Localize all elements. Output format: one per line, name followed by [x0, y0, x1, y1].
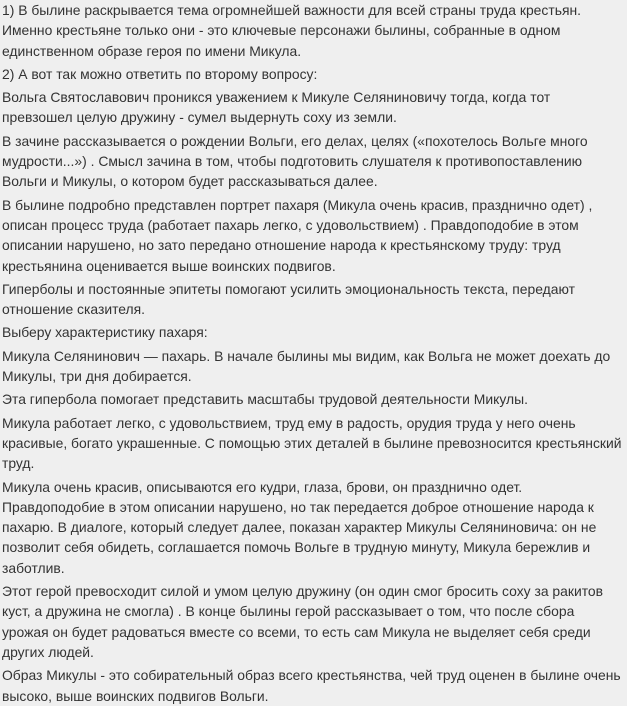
paragraph-6: Гиперболы и постоянные эпитеты помогают усилить эмоциональность текста, передают отношение сказителя. — [2, 280, 575, 318]
paragraph-9: Эта гипербола помогает представить масштабы трудовой деятельности Микулы. — [2, 391, 528, 408]
paragraph-7: Выберу характеристику пахаря: — [2, 324, 208, 341]
paragraph-5: В былине подробно представлен портрет пахаря (Микула очень красив, празднично одет) , описан процесс труда (работает пахарь легко, с удовольствием) . Правдоподобие в этом описании нарушено, но зато передано отношение народа к крестьянскому труду: труд крестьянина оценивается выше воинских подвигов. — [2, 196, 593, 274]
paragraph-4: В зачине рассказывается о рождении Вольги, его делах, целях («похотелось Вольге много мудрости...») . Смысл зачина в том, чтобы подготовить слушателя к противопоставлению Вольги и Микулы, о котором будет рассказываться далее. — [2, 132, 588, 190]
paragraph-2: 2) А вот так можно ответить по второму вопросу: — [2, 65, 318, 82]
paragraph-1: 1) В былине раскрывается тема огромнейшей важности для всей страны труда крестьян. Именно крестьяне только они - это ключевые персонажи былины, собранные в одном единственном образе героя по имени Микула. — [2, 2, 581, 59]
paragraph-10: Микула работает легко, с удовольствием, труд ему в радость, орудия труда у него очень красивые, богато украшенные. С помощью этих деталей в былине превозносится крестьянский труд. — [2, 414, 622, 472]
paragraph-11: Микула очень красив, описываются его кудри, глаза, брови, он празднично одет. Правдоподобие в этом описании нарушено, но так передается доброе отношение народа к пахарю. В диалоге, который следует далее, показан характер Микулы Селяниновича: он не позволит себя обидеть, соглашается помочь Вольге в трудную минуту, Микула бережлив и заботлив. — [2, 478, 597, 576]
paragraph-12: Этот герой превосходит силой и умом целую дружину (он один смог бросить соху за ракитов куст, а дружина не смогла) . В конце былины герой рассказывает о том, что после сбора урожая он будет радоваться вместе со всеми, то есть сам Микула не выделяет себя среди других людей. — [2, 583, 604, 660]
paragraph-13: Образ Микулы - это собирательный образ всего крестьянства, чей труд оценен в былине очень высоко, выше воинских подвигов Вольги. — [2, 667, 621, 704]
paragraph-3: Вольга Святославович проникся уважением к Микуле Селяниновичу тогда, когда тот превзошел целую дружину - сумел выдернуть соху из земли. — [2, 89, 551, 126]
paragraph-8: Микула Селянинович — пахарь. В начале былины мы видим, как Вольга не может доехать до Микулы, три дня добирается. — [2, 347, 611, 385]
